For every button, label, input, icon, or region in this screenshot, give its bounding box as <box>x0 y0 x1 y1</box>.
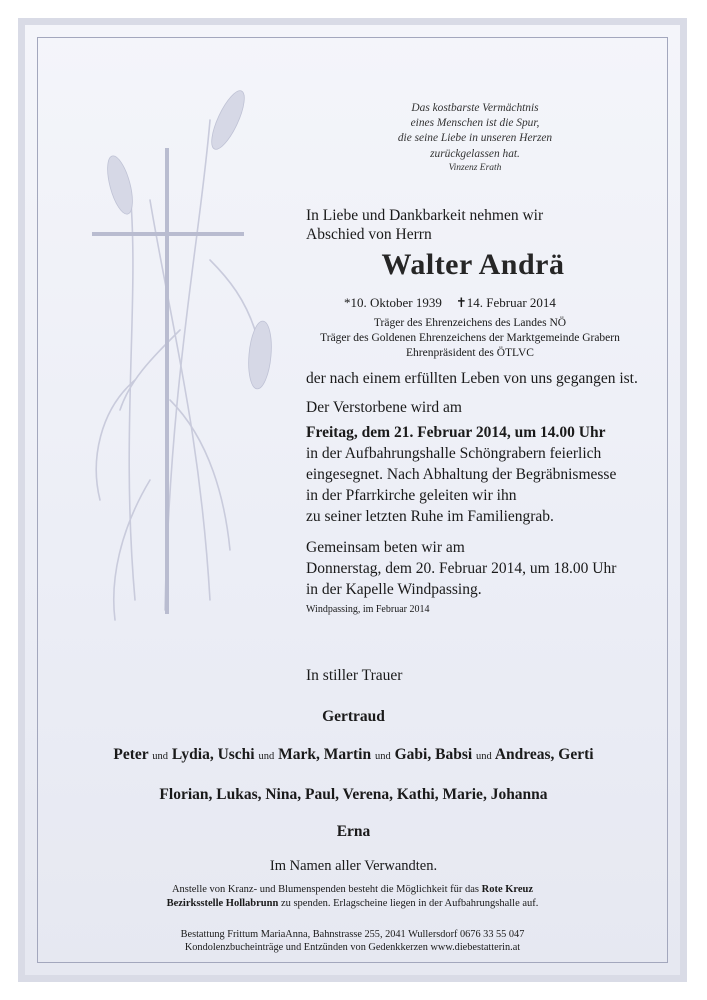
death-date: ✝14. Februar 2014 <box>455 295 556 310</box>
donation-branch: Bezirksstelle Hollabrunn <box>166 898 279 909</box>
honor-line: Ehrenpräsident des ÖTLVC <box>406 347 534 359</box>
children-line <box>40 746 667 764</box>
funeral-line: zu seiner letzten Ruhe im Familiengrab. <box>306 508 554 525</box>
intro-text <box>306 206 666 244</box>
place-date: Windpassing, im Februar 2014 <box>306 604 430 615</box>
child-name: Lydia, <box>171 746 214 763</box>
prayer-line: Gemeinsam beten wir am <box>306 539 465 556</box>
passed-text: der nach einem erfüllten Leben von uns gegangen ist. <box>306 370 638 387</box>
honors <box>300 316 640 361</box>
child-name: Gerti <box>558 746 594 763</box>
prayer-line: Donnerstag, dem 20. Februar 2014, um 18.00 Uhr <box>306 560 617 577</box>
child-name: Gabi, <box>394 746 432 763</box>
undertaker-info <box>130 929 575 954</box>
child-name: Uschi <box>217 746 255 763</box>
cross-icon <box>165 148 169 614</box>
funeral-intro: Der Verstorbene wird am <box>306 399 462 416</box>
grandchildren: Florian, Lukas, Nina, Paul, Verena, Kathi, Marie, Johanna <box>159 786 548 803</box>
conjunction: und <box>152 751 169 762</box>
condolence-note: Kondolenzbucheinträge und Entzünden von Gedenkkerzen www.diebestatterin.at <box>184 941 521 953</box>
prayer-section <box>306 537 651 600</box>
donation-text: Anstelle von Kranz- und Blumenspenden besteht die Möglichkeit für das <box>171 884 482 895</box>
donation-text: zu spenden. Erlagscheine liegen in der Aufbahrungshalle auf. <box>278 898 539 909</box>
poem <box>390 101 560 175</box>
funeral-line: eingesegnet. Nach Abhaltung der Begräbnismesse <box>306 466 617 483</box>
mourning-heading: In stiller Trauer <box>306 667 403 684</box>
honor-line: Träger des Ehrenzeichens des Landes NÖ <box>373 317 567 329</box>
conjunction: und <box>476 751 492 762</box>
funeral-date: Freitag, dem 21. Februar 2014, um 14.00 Uhr <box>306 424 606 441</box>
undertaker-address: Bestattung Frittum MariaAnna, Bahnstrasse 255, 2041 Wullersdorf 0676 33 55 047 <box>180 929 525 940</box>
poem-line: Das kostbarste Vermächtnis <box>411 102 539 114</box>
child-name: Mark, <box>278 746 320 763</box>
relatives-line: Im Namen aller Verwandten. <box>269 858 438 874</box>
cross-wheat-illustration <box>60 80 300 640</box>
intro-line: In Liebe und Dankbarkeit nehmen wir <box>306 207 544 224</box>
poem-author: Vinzenz Erath <box>448 162 502 173</box>
poem-line: eines Menschen ist die Spur, <box>410 117 540 130</box>
prayer-line: in der Kapelle Windpassing. <box>306 581 482 598</box>
intro-line: Abschied von Herrn <box>306 226 432 243</box>
poem-line: die seine Liebe in unseren Herzen <box>397 132 553 145</box>
great-grandchild: Erna <box>336 823 371 840</box>
deceased-name: Walter Andrä <box>381 248 565 281</box>
life-dates <box>344 295 624 311</box>
funeral-line: in der Aufbahrungshalle Schöngrabern feierlich <box>306 445 602 462</box>
conjunction: und <box>375 751 391 762</box>
poem-line: zurückgelassen hat. <box>430 147 520 160</box>
birth-date: *10. Oktober 1939 <box>344 295 442 310</box>
honor-line: Träger des Goldenen Ehrenzeichens der Marktgemeinde Grabern <box>320 332 620 344</box>
conjunction: und <box>258 751 275 762</box>
donation-note <box>140 883 565 911</box>
child-name: Martin <box>323 746 372 763</box>
funeral-line: in der Pfarrkirche geleiten wir ihn <box>306 487 517 504</box>
donation-org: Rote Kreuz <box>481 884 534 895</box>
spouse: Gertraud <box>322 708 385 725</box>
child-name: Andreas, <box>494 746 555 763</box>
funeral-section <box>306 397 651 527</box>
child-name: Babsi <box>435 746 473 763</box>
child-name: Peter <box>113 746 149 763</box>
